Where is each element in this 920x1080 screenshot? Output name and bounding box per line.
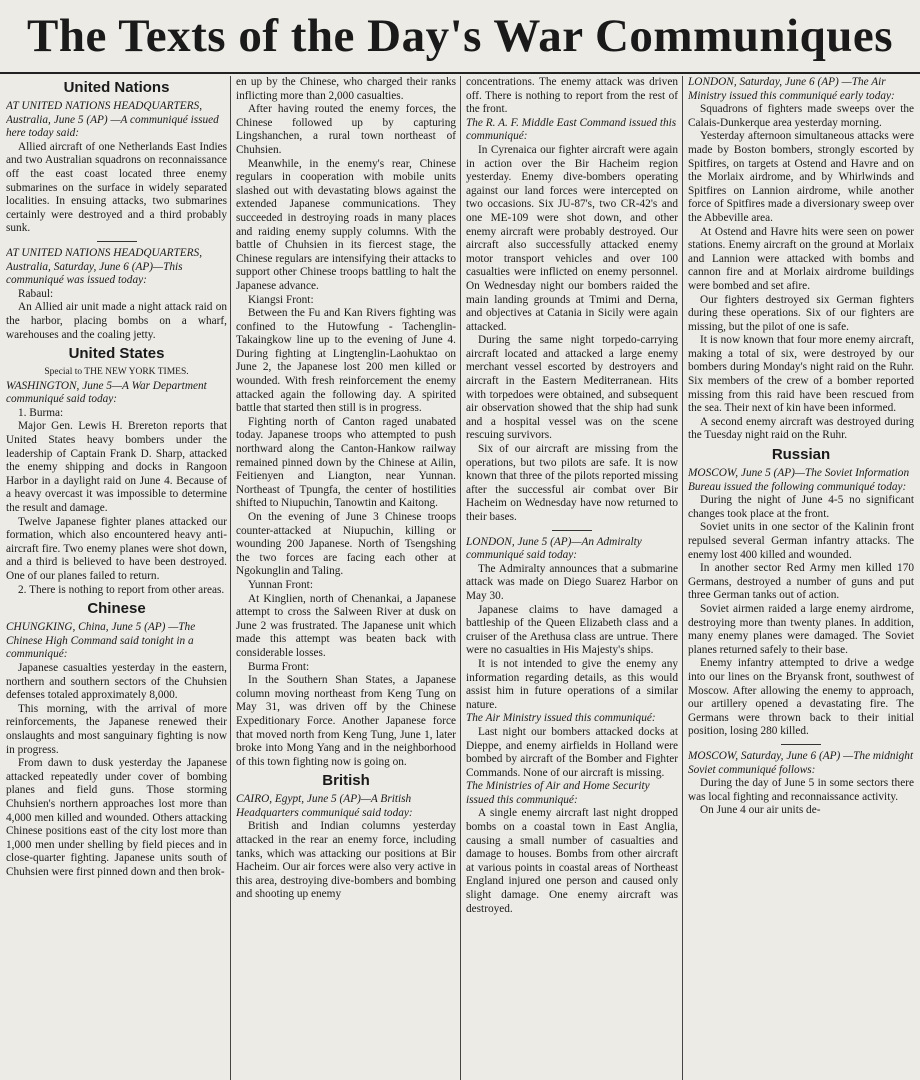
paragraph: Soviet units in one sector of the Kalinin front repulsed several German infantry attacks. The enemy lost 400 killed and wounded. xyxy=(688,521,914,561)
column-rule xyxy=(230,76,231,1080)
paragraph: On the evening of June 3 Chinese troops counter-attacked at Niupuchin, killing or wounding 200 Japanese. North of Tsengshing the two forces are facing each other at Ngokunglin and Taling. xyxy=(236,511,456,578)
paragraph: Last night our bombers attacked docks at Dieppe, and enemy airfields in Holland were bombed by aircraft of the Bomber and Fighter Commands. None of our aircraft is missing. xyxy=(466,725,678,779)
paragraph: During the night of June 4-5 no significant changes took place at the front. xyxy=(688,494,914,520)
paragraph: Rabaul: xyxy=(18,287,54,300)
paragraph: On June 4 our air units de- xyxy=(700,804,821,817)
paragraph: From dawn to dusk yesterday the Japanese attacked repeatedly under cover of bombing planes and field guns. Those storming Chuhsien's northern approaches lost more than 4,000 men killed and wounded. Others attacking Chinese positions east of the city lost more than 1,000 men under shelling by field pieces and in close-quarter fighting. Japanese units south of Chuhsien were first pinned down and then brok- xyxy=(6,757,227,878)
paragraph: During the day of June 5 in some sectors there was local fighting and reconnaissance activity. xyxy=(688,777,914,803)
paragraph: Yunnan Front: xyxy=(248,578,313,591)
paragraph: Squadrons of fighters made sweeps over the Calais-Dunkerque area yesterday morning. xyxy=(688,103,914,129)
dateline: CHUNGKING, China, June 5 (AP) —The Chinese High Command said tonight in a communiqué: xyxy=(6,621,196,661)
section-heading: United Nations xyxy=(63,79,170,96)
dateline: MOSCOW, June 5 (AP)—The Soviet Information Bureau issued the following communiqué today: xyxy=(688,467,910,493)
paragraph: British and Indian columns yesterday attacked in the rear an enemy force, including tanks, which was attacking our positions at Bir Hacheim. Our air forces were also very active in this area, destroying dive-bombers and bombing and shooting up enemy xyxy=(236,820,456,901)
column-2 xyxy=(236,76,456,1080)
dateline: The Air Ministry issued this communiqué: xyxy=(466,712,656,725)
dateline: LONDON, June 5 (AP)—An Admiralty communiqué said today: xyxy=(466,535,642,562)
paragraph: This morning, with the arrival of more reinforcements, the Japanese renewed their onslaughts and most sanguinary fighting is now in progress. xyxy=(6,702,227,756)
paragraph: Japanese casualties yesterday in the eastern, northern and southern sectors of the Chuhsien defenses totaled approximately 8,000. xyxy=(6,661,227,702)
column-4 xyxy=(688,76,914,1080)
dateline: MOSCOW, Saturday, June 6 (AP) —The midnight Soviet communiqué follows: xyxy=(688,749,914,776)
separator xyxy=(552,530,592,531)
paragraph: At Ostend and Havre hits were seen on power stations. Enemy aircraft on the ground at Morlaix and Lannion were attacked with bombs and cannon fire and at Morlaix airdrome buildings were bombed and set afire. xyxy=(688,225,914,292)
paragraph: In Cyrenaica our fighter aircraft were again in action over the Bir Hacheim region yesterday. Enemy dive-bombers operating against our land forces were intercepted on two occasions. Six JU-87's, two CR-42's and one ME-109 were shot down, and other enemy aircraft were probably destroyed. Our aircraft also successfully attacked enemy motor transport vehicles and over 100 casualties were inflicted on enemy personnel. On Wednesday night our bombers raided the main landing grounds at Tmimi and Derna, and objectives at Catania in Sicily were again attacked. xyxy=(466,143,678,333)
paragraph: A second enemy aircraft was destroyed during the Tuesday night raid on the Ruhr. xyxy=(688,415,914,442)
paragraph: concentrations. The enemy attack was driven off. There is nothing to report from the rest of the front. xyxy=(466,76,678,116)
paragraph: An Allied air unit made a night attack raid on the harbor, placing bombs on a wharf, warehouses and the coaling jetty. xyxy=(6,301,227,341)
dateline: WASHINGTON, June 5—A War Department communiqué said today: xyxy=(6,379,207,406)
paragraph: Enemy infantry attempted to drive a wedge into our lines on the Bryansk front, southwest of Moscow. After allowing the enemy to approach, our artillery opened a devastating fire. The Germans were thrown back to their initial position, losing 280 killed. xyxy=(688,657,914,738)
section-heading: Chinese xyxy=(87,600,146,618)
column-rule xyxy=(460,76,461,1080)
paragraph: Yesterday afternoon simultaneous attacks were made by Boston bombers, strongly escorted by Spitfires, on targets at Ostend and Havre and on the Morlaix airdrome, and by Whirlwinds and Spitfires on Lannion airdrome, while another force of Spitfires made a diversionary sweep over the Abbeville area. xyxy=(688,130,914,224)
paragraph: Japanese claims to have damaged a battleship of the Queen Elizabeth class and a cruiser of the Arethusa class are untrue. There were no casualties in His Majesty's ships. xyxy=(466,603,678,657)
column-rule xyxy=(682,76,683,1080)
dateline: LONDON, Saturday, June 6 (AP) —The Air Ministry issued this communiqué early today: xyxy=(688,76,895,102)
column-3 xyxy=(466,76,678,1080)
paragraph: It is now known that four more enemy aircraft, making a total of six, were destroyed by our bombers during Monday's night raid on the Ruhr. Six members of the crew of a bomber reported missing from this raid have been rescued from the sea. Their next of kin have been informed. xyxy=(688,334,914,415)
paragraph: A single enemy aircraft last night dropped bombs on a coastal town in East Anglia, causing a small number of casualties and damage to houses. Bombs from other aircraft at various points in coastal areas of Northeast England injured one person and caused only slight damage. One enemy aircraft was destroyed. xyxy=(466,807,678,915)
page-headline: The Texts of the Day's War Communiques xyxy=(0,0,920,74)
paragraph: Six of our aircraft are missing from the operations, but two pilots are safe. It is now known that three of the pilots reported missing after the successful air combat over Bir Hacheim on Wednesday have now returned to their bases. xyxy=(466,443,678,523)
paragraph: Kiangsi Front: xyxy=(248,293,314,306)
paragraph: Meanwhile, in the enemy's rear, Chinese regulars in cooperation with mobile units slashed out with devastating blows against the extended Japanese communications. They succeeded in destroying roads in many places and raiding enemy supply columns. With the battle of Chuhsien in its fiercest stage, the Chinese regulars are intensifying their attacks to support other Chinese troops battling to halt the Japanese advance. xyxy=(236,157,456,292)
paragraph: After having routed the enemy forces, the Chinese followed up by capturing Lingshanchen, a rural town northeast of Chuhsien. xyxy=(236,103,456,156)
dateline: CAIRO, Egypt, June 5 (AP)—A British Headquarters communiqué said today: xyxy=(236,793,413,819)
source-line: Special to THE NEW YORK TIMES. xyxy=(44,367,189,378)
paragraph: Allied aircraft of one Netherlands East Indies and two Australian squadrons on reconnaissance off the east coast located three enemy submarines on the surface in widely separated localities. In ensuing attacks, two submarines certainly were destroyed and a third probably sunk. xyxy=(6,140,227,235)
paragraph: In another sector Red Army men killed 170 Germans, destroyed a number of guns and put three German tanks out of action. xyxy=(688,562,914,602)
paragraph: Burma Front: xyxy=(248,660,310,673)
section-heading: British xyxy=(322,772,370,790)
separator xyxy=(781,744,821,745)
paragraph: Between the Fu and Kan Rivers fighting was confined to the Hutowfung - Tachenglin-Takaingkow line up to the evening of June 4. During fighting at Lingtenglin-Laohuktao on June 2, the Japanese lost 200 men killed or wounded. With fresh reinforcement the enemy attacked again the following day. A spirited battle that started then still is in progress. xyxy=(236,307,456,415)
dateline: The R. A. F. Middle East Command issued this communiqué: xyxy=(466,116,677,143)
paragraph: In the Southern Shan States, a Japanese column moving northeast from Keng Tung on May 31, was driven off by the Chinese Expeditionary Force. Another Japanese force that moved north from Keng Tung, June 1, later broke into Mong Yang and in the neighborhood of this town fighting now is going on. xyxy=(236,674,456,768)
paragraph: The Admiralty announces that a submarine attack was made on Diego Suarez Harbor on May 30. xyxy=(466,562,678,602)
paragraph: At Kinglien, north of Chenankai, a Japanese attempt to cross the Salween River at dusk on June 2 was frustrated. The Japanese unit which made this attempt was beaten back with considerable losses. xyxy=(236,592,456,659)
paragraph: It is not intended to give the enemy any information regarding details, as this would assist him in future operations of a similar nature. xyxy=(466,657,678,711)
paragraph: Our fighters destroyed six German fighters during these operations. Six of our fighters are missing, but the pilot of one is safe. xyxy=(688,293,914,333)
column-1 xyxy=(6,76,227,1080)
paragraph: 2. There is nothing to report from other areas. xyxy=(18,583,225,596)
section-heading: Russian xyxy=(771,446,831,464)
paragraph: During the same night torpedo-carrying aircraft located and attacked a large enemy merchant vessel escorted by destroyers and aircraft in the Eastern Mediterranean. Hits with torpedoes were obtained, and subsequent air observation showed that the ship had sunk and a hospital vessel was on the scene rescuing survivors. xyxy=(466,334,678,442)
paragraph: en up by the Chinese, who charged their ranks inflicting more than 2,000 casualties. xyxy=(236,76,456,102)
section-heading: United States xyxy=(68,345,165,363)
paragraph: Major Gen. Lewis H. Brereton reports that United States heavy bombers under the leadership of Captain Frank D. Sharp, attacked the enemy shipping and docks in Rangoon Harbor in a daylight raid on June 4. Because of a heavy overcast it was impossible to determine the result and damage. xyxy=(6,420,227,515)
paragraph: Twelve Japanese fighter planes attacked our formation, which also encountered heavy anti-aircraft fire. Two enemy planes were shot down, and a third is believed to have been destroyed. One of our planes failed to return. xyxy=(6,515,227,582)
dateline: AT UNITED NATIONS HEADQUARTERS, Australia, June 5 (AP) —A communiqué issued here today said: xyxy=(6,100,219,140)
paragraph: Soviet airmen raided a large enemy airdrome, destroying more than twenty planes. In addition, many enemy planes were damaged. The Soviet planes returned safely to their base. xyxy=(688,602,914,656)
dateline: The Ministries of Air and Home Security issued this communiqué: xyxy=(466,780,650,806)
paragraph: Fighting north of Canton raged unabated today. Japanese troops who attempted to push northward along the Canton-Hankow railway remained pinned down by the Chinese at Ailin, Feitienyen and Liangton, near Yunnan. Northeast of Tpungfa, the center of hostilities shifted to Niupuchin, Tanowtin and Kaitong. xyxy=(236,415,456,510)
paragraph: 1. Burma: xyxy=(18,406,64,419)
dateline: AT UNITED NATIONS HEADQUARTERS, Australia, Saturday, June 6 (AP)—This communiqué was issued today: xyxy=(6,246,203,287)
separator xyxy=(97,241,137,242)
